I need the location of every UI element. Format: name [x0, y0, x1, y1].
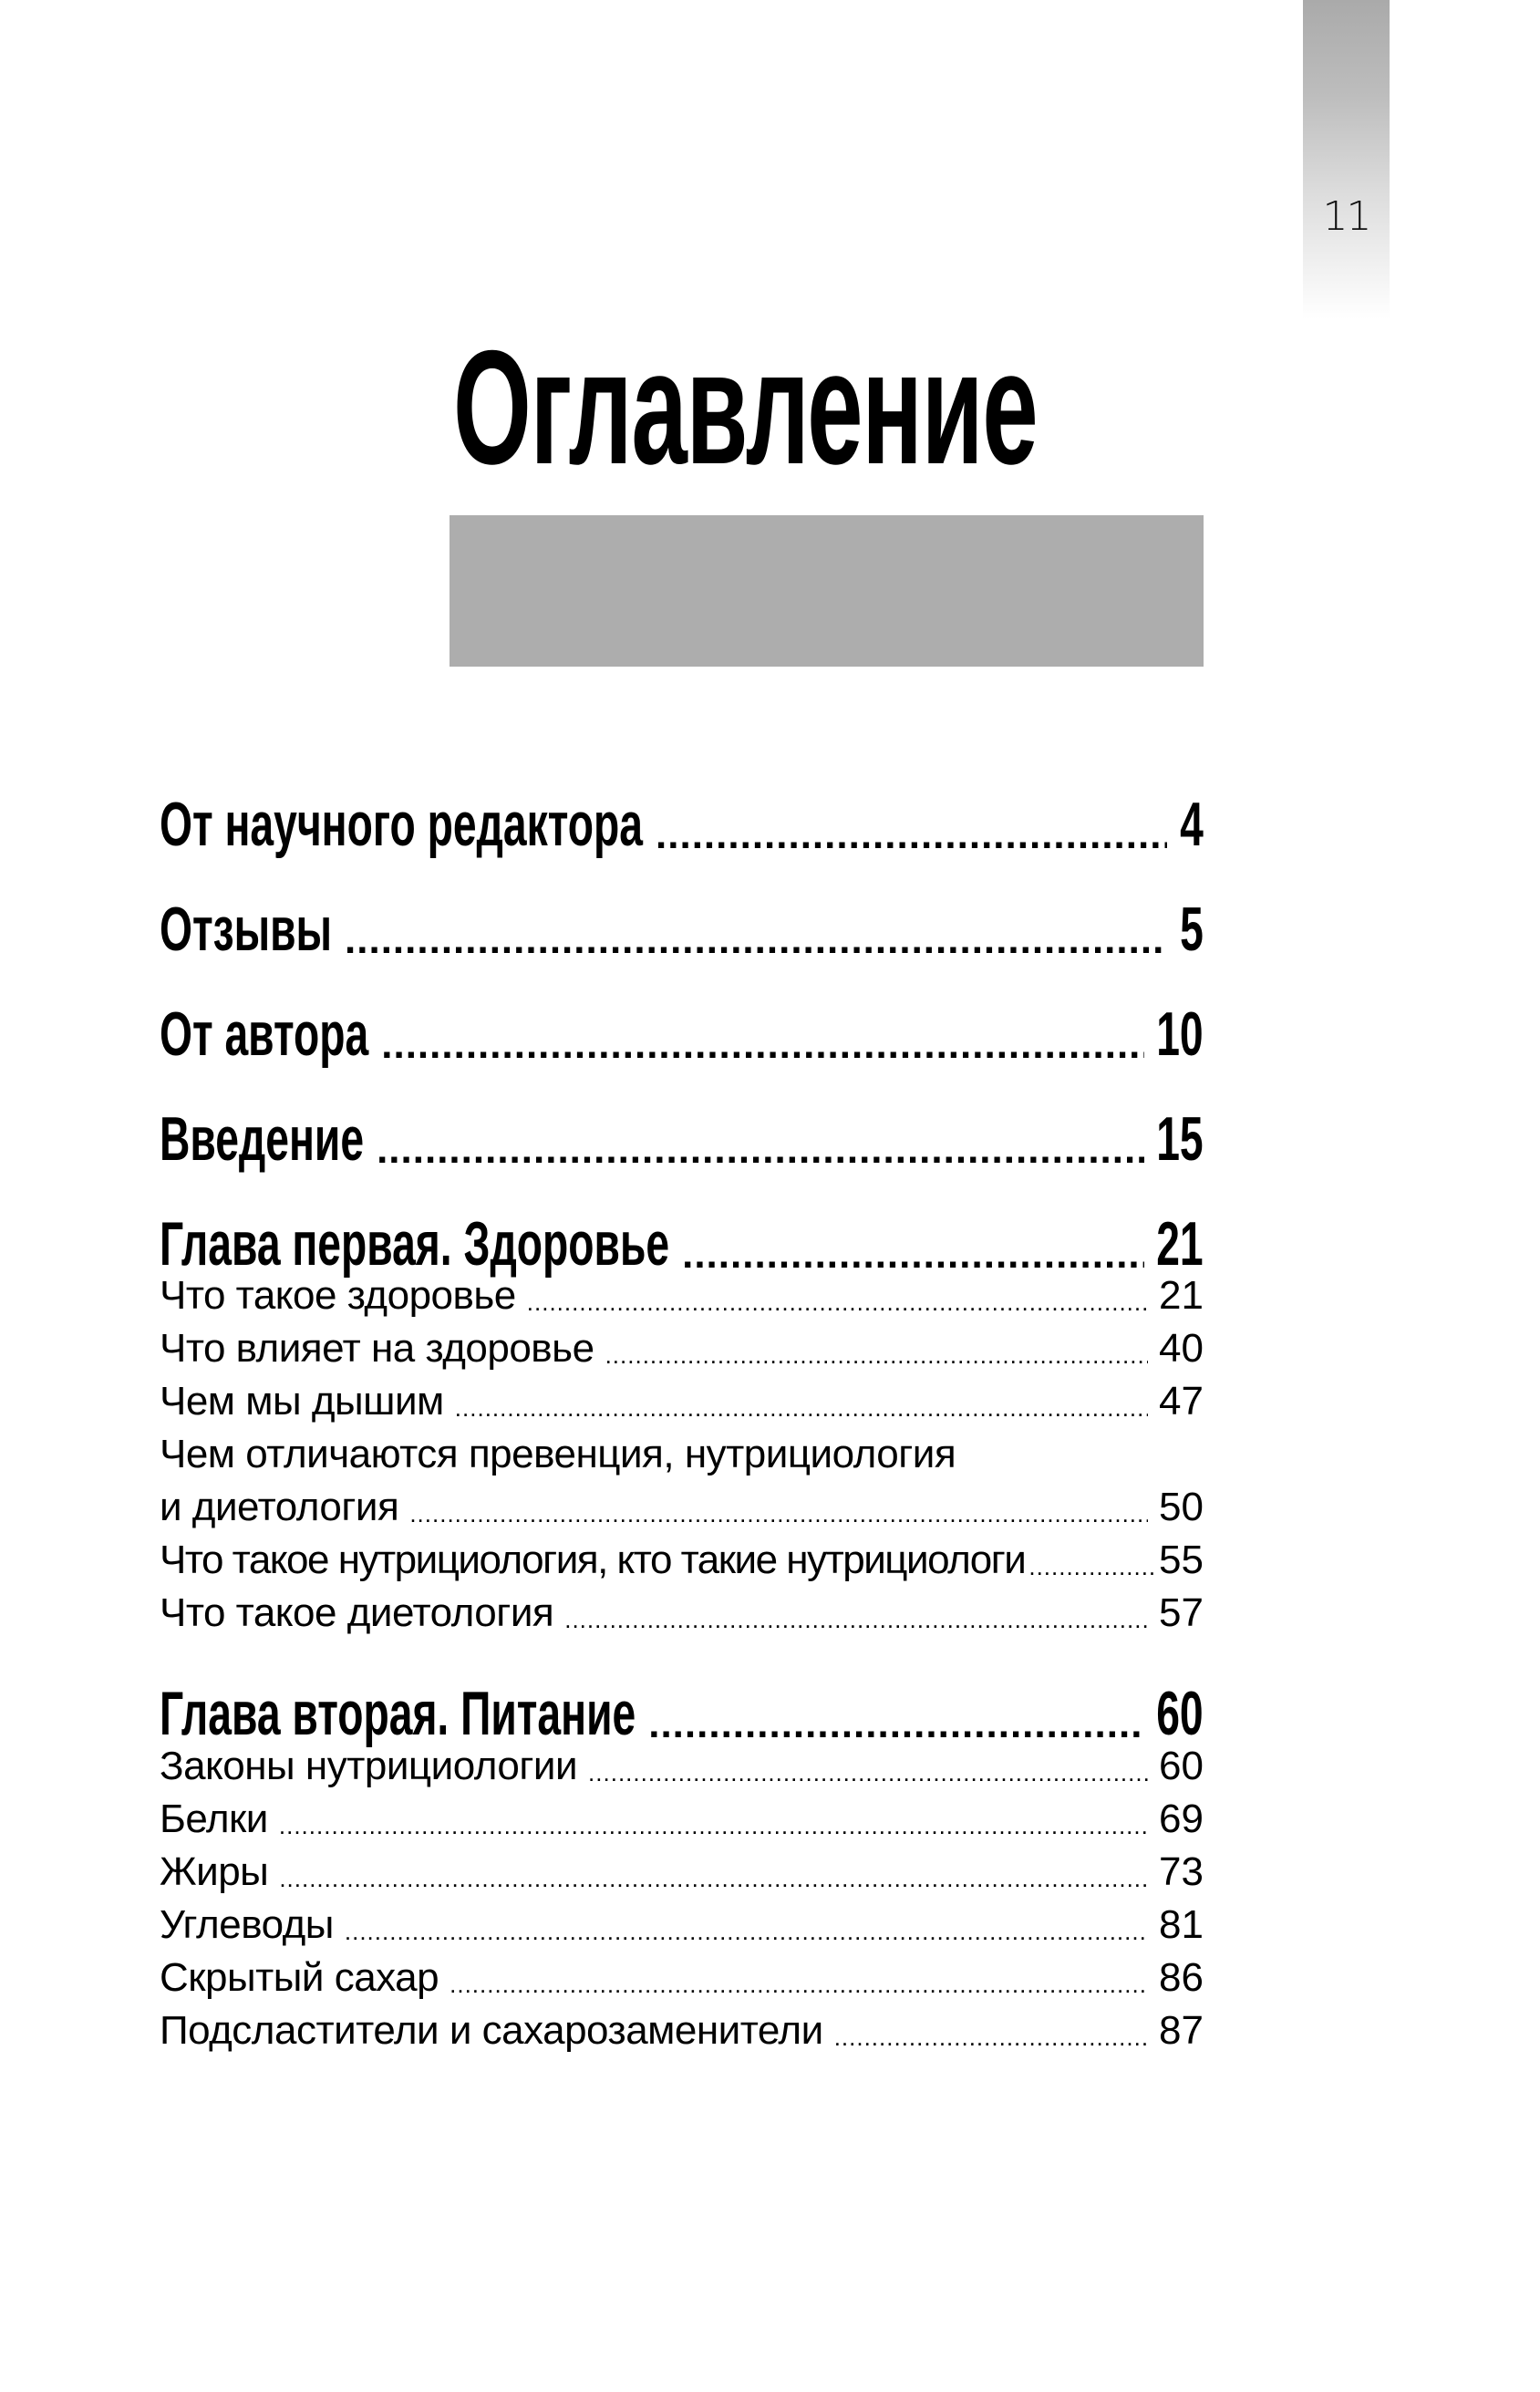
toc-subentry[interactable]	[160, 1327, 1204, 1371]
toc-subentry[interactable]	[160, 1591, 1204, 1635]
toc-subentry[interactable]	[160, 1956, 1204, 2000]
toc-entry[interactable]	[160, 1104, 1204, 1174]
page-title: Оглавление	[453, 316, 1038, 498]
toc-subentry[interactable]	[160, 1745, 1204, 1788]
toc-entry-label: От автора	[160, 999, 369, 1069]
toc-entry[interactable]	[160, 999, 1204, 1069]
leader-dots	[656, 815, 1167, 855]
toc-entry-label: От научного редактора	[160, 790, 644, 859]
toc-subentry-label: Белки	[160, 1797, 268, 1841]
toc-subentry-label: и диетология	[160, 1485, 399, 1529]
toc-subentry-label: Чем мы дышим	[160, 1379, 444, 1424]
title-underline-bar	[450, 515, 1204, 667]
toc-subentry-label: Что такое здоровье	[160, 1273, 516, 1318]
toc-subentry-label: Углеводы	[160, 1902, 334, 1947]
toc-chapter-label: Глава первая. Здоровье	[160, 1209, 670, 1279]
toc-subentry-label: Жиры	[160, 1849, 269, 1894]
toc-subentry-line2[interactable]	[160, 1486, 1204, 1529]
leader-dots	[455, 1393, 1148, 1424]
toc-subentry-page: 69	[1159, 1797, 1204, 1841]
leader-dots	[345, 1916, 1148, 1947]
toc-subentry-page: 87	[1159, 2008, 1204, 2053]
page-number: 11	[1322, 193, 1370, 240]
toc-entry[interactable]	[160, 895, 1204, 964]
leader-dots	[279, 1863, 1148, 1894]
leader-dots	[377, 1130, 1143, 1170]
toc-subentry[interactable]	[160, 1850, 1204, 1894]
toc-subentry[interactable]	[160, 1903, 1204, 1947]
leader-dots	[409, 1498, 1148, 1529]
toc-subentry[interactable]	[160, 1797, 1204, 1841]
toc-subentry[interactable]	[160, 1538, 1204, 1582]
leader-dots	[450, 1969, 1148, 2000]
toc-chapter-heading[interactable]	[160, 1209, 1204, 1279]
leader-dots	[1028, 1551, 1155, 1582]
toc-subentry[interactable]	[160, 1380, 1204, 1424]
toc-subentry-label: Что такое нутрициология, кто такие нутрициологи	[160, 1538, 1026, 1582]
toc-subentry-line1[interactable]	[160, 1433, 1204, 1476]
leader-dots	[605, 1340, 1148, 1371]
toc-subentry-label: Скрытый сахар	[160, 1955, 439, 2000]
toc-entry[interactable]	[160, 790, 1204, 859]
toc-subentry-page: 81	[1159, 1902, 1204, 1947]
toc-chapter-label: Глава вторая. Питание	[160, 1679, 636, 1748]
toc-subentry-page: 60	[1159, 1744, 1204, 1788]
toc-subentry-label: Законы нутрициологии	[160, 1744, 578, 1788]
toc-entry-page: 10	[1156, 999, 1204, 1069]
toc-entry-label: Введение	[160, 1104, 365, 1174]
toc-entry-page: 5	[1180, 895, 1204, 964]
leader-dots	[588, 1757, 1148, 1788]
toc-entry-page: 15	[1156, 1104, 1204, 1174]
toc-subentry-page: 86	[1159, 1955, 1204, 2000]
leader-dots	[279, 1810, 1148, 1841]
toc-chapter-page: 21	[1156, 1209, 1204, 1279]
toc-subentry-page: 50	[1159, 1485, 1204, 1529]
leader-dots	[527, 1287, 1148, 1318]
toc-subentry[interactable]	[160, 2009, 1204, 2053]
toc-subentry-page: 47	[1159, 1379, 1204, 1424]
toc-chapter-page: 60	[1156, 1679, 1204, 1748]
toc-subentry-page: 73	[1159, 1849, 1204, 1894]
toc-entry-label: Отзывы	[160, 895, 333, 964]
leader-dots	[682, 1235, 1143, 1275]
toc-subentry[interactable]	[160, 1274, 1204, 1318]
page-tab-gradient	[1303, 0, 1390, 319]
leader-dots	[345, 920, 1167, 960]
toc-subentry-page: 57	[1159, 1590, 1204, 1635]
toc-subentry-label: Что такое диетология	[160, 1590, 554, 1635]
leader-dots	[564, 1604, 1148, 1635]
leader-dots	[648, 1704, 1143, 1745]
toc-subentry-label: Подсластители и сахарозаменители	[160, 2008, 823, 2053]
leader-dots	[381, 1025, 1143, 1065]
toc-subentry-page: 21	[1159, 1273, 1204, 1318]
toc-subentry-label: Чем отличаются превенция, нутрициология	[160, 1432, 956, 1476]
toc-subentry-page: 40	[1159, 1326, 1204, 1371]
toc-entry-page: 4	[1180, 790, 1204, 859]
leader-dots	[834, 2022, 1148, 2053]
toc-subentry-label: Что влияет на здоровье	[160, 1326, 594, 1371]
toc-chapter-heading[interactable]	[160, 1679, 1204, 1748]
toc-subentry-page: 55	[1159, 1538, 1204, 1582]
